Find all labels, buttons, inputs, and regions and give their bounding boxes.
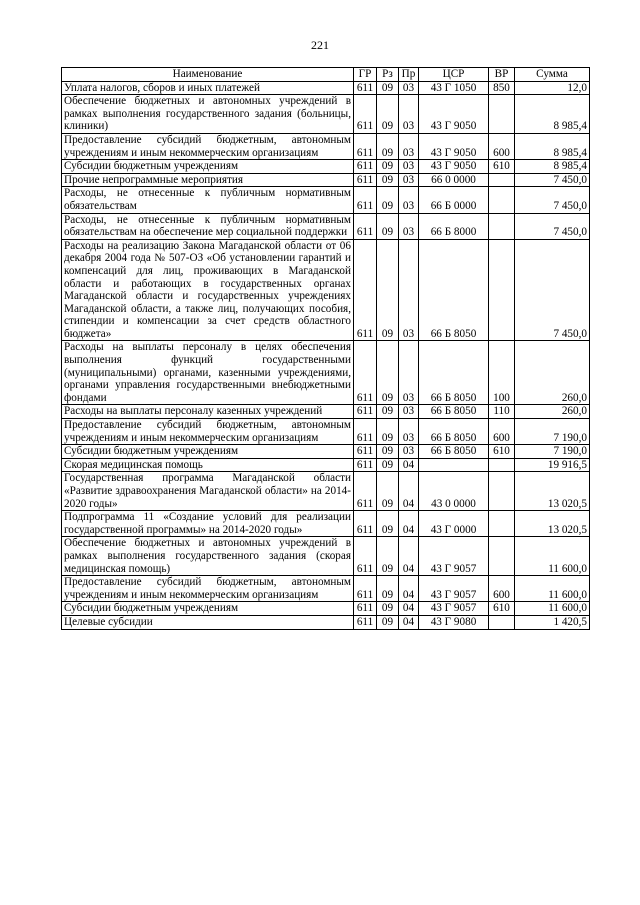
table-row bbox=[62, 133, 590, 159]
cell-rz: 09 bbox=[377, 458, 399, 472]
cell-pr: 04 bbox=[399, 602, 419, 616]
cell-sum: 8 985,4 bbox=[515, 95, 590, 134]
cell-sum: 19 916,5 bbox=[515, 458, 590, 472]
cell-csr: 43 Г 9057 bbox=[419, 602, 489, 616]
cell-sum: 13 020,5 bbox=[515, 472, 590, 511]
table-row bbox=[62, 458, 590, 472]
table-row bbox=[62, 187, 590, 213]
cell-csr: 66 Б 8050 bbox=[419, 239, 489, 341]
cell-rz: 09 bbox=[377, 173, 399, 187]
table-row bbox=[62, 160, 590, 174]
cell-pr: 04 bbox=[399, 458, 419, 472]
table-row bbox=[62, 511, 590, 537]
cell-pr: 03 bbox=[399, 445, 419, 459]
cell-vr bbox=[489, 458, 515, 472]
cell-name: Предоставление субсидий бюджетным, автономным учреждениям и иным некоммерческим организациям bbox=[62, 576, 354, 602]
cell-name: Подпрограмма 11 «Создание условий для реализации государственной программы» на 2014-2020 годы» bbox=[62, 511, 354, 537]
cell-name: Предоставление субсидий бюджетным, автономным учреждениям и иным некоммерческим организациям bbox=[62, 133, 354, 159]
cell-rz: 09 bbox=[377, 602, 399, 616]
header-vr: ВР bbox=[489, 68, 515, 82]
cell-name: Скорая медицинская помощь bbox=[62, 458, 354, 472]
cell-rz: 09 bbox=[377, 405, 399, 419]
cell-csr: 43 Г 9050 bbox=[419, 160, 489, 174]
cell-vr bbox=[489, 95, 515, 134]
cell-sum: 7 450,0 bbox=[515, 239, 590, 341]
cell-gr: 611 bbox=[354, 602, 377, 616]
cell-sum: 260,0 bbox=[515, 405, 590, 419]
cell-csr: 66 Б 8050 bbox=[419, 419, 489, 445]
cell-gr: 611 bbox=[354, 173, 377, 187]
cell-vr bbox=[489, 472, 515, 511]
cell-rz: 09 bbox=[377, 472, 399, 511]
cell-gr: 611 bbox=[354, 81, 377, 95]
cell-csr bbox=[419, 458, 489, 472]
cell-rz: 09 bbox=[377, 239, 399, 341]
table-header bbox=[62, 68, 590, 82]
cell-name: Расходы, не отнесенные к публичным нормативным обязательствам на обеспечение мер социальной поддержки bbox=[62, 213, 354, 239]
cell-pr: 04 bbox=[399, 537, 419, 576]
cell-vr: 600 bbox=[489, 133, 515, 159]
cell-name: Субсидии бюджетным учреждениям bbox=[62, 160, 354, 174]
cell-gr: 611 bbox=[354, 615, 377, 629]
cell-sum: 7 190,0 bbox=[515, 445, 590, 459]
cell-gr: 611 bbox=[354, 133, 377, 159]
cell-pr: 04 bbox=[399, 576, 419, 602]
table-row bbox=[62, 419, 590, 445]
cell-vr bbox=[489, 213, 515, 239]
header-pr: Пр bbox=[399, 68, 419, 82]
cell-gr: 611 bbox=[354, 458, 377, 472]
cell-vr bbox=[489, 537, 515, 576]
cell-gr: 611 bbox=[354, 419, 377, 445]
cell-vr bbox=[489, 511, 515, 537]
table-row bbox=[62, 341, 590, 405]
cell-name: Расходы, не отнесенные к публичным нормативным обязательствам bbox=[62, 187, 354, 213]
cell-csr: 66 Б 8050 bbox=[419, 445, 489, 459]
cell-sum: 8 985,4 bbox=[515, 133, 590, 159]
cell-pr: 03 bbox=[399, 173, 419, 187]
cell-sum: 11 600,0 bbox=[515, 537, 590, 576]
table-row bbox=[62, 173, 590, 187]
cell-name: Целевые субсидии bbox=[62, 615, 354, 629]
cell-csr: 66 0 0000 bbox=[419, 173, 489, 187]
cell-gr: 611 bbox=[354, 445, 377, 459]
table-row bbox=[62, 405, 590, 419]
cell-csr: 43 Г 9050 bbox=[419, 133, 489, 159]
cell-name: Обеспечение бюджетных и автономных учреждений в рамках выполнения государственного задания (больницы, клиники) bbox=[62, 95, 354, 134]
cell-csr: 66 Б 8000 bbox=[419, 213, 489, 239]
page-number: 221 bbox=[311, 38, 329, 52]
cell-gr: 611 bbox=[354, 405, 377, 419]
header-gr: ГР bbox=[354, 68, 377, 82]
cell-rz: 09 bbox=[377, 341, 399, 405]
cell-sum: 12,0 bbox=[515, 81, 590, 95]
table-row bbox=[62, 213, 590, 239]
cell-vr: 110 bbox=[489, 405, 515, 419]
cell-csr: 43 Г 1050 bbox=[419, 81, 489, 95]
table-row bbox=[62, 537, 590, 576]
cell-pr: 03 bbox=[399, 213, 419, 239]
cell-vr bbox=[489, 187, 515, 213]
cell-sum: 13 020,5 bbox=[515, 511, 590, 537]
cell-vr: 600 bbox=[489, 419, 515, 445]
cell-vr: 610 bbox=[489, 160, 515, 174]
cell-name: Субсидии бюджетным учреждениям bbox=[62, 445, 354, 459]
cell-rz: 09 bbox=[377, 511, 399, 537]
cell-pr: 03 bbox=[399, 341, 419, 405]
cell-gr: 611 bbox=[354, 213, 377, 239]
cell-gr: 611 bbox=[354, 537, 377, 576]
cell-name: Уплата налогов, сборов и иных платежей bbox=[62, 81, 354, 95]
cell-gr: 611 bbox=[354, 187, 377, 213]
cell-csr: 43 Г 9057 bbox=[419, 576, 489, 602]
cell-rz: 09 bbox=[377, 576, 399, 602]
cell-pr: 03 bbox=[399, 133, 419, 159]
table-row bbox=[62, 576, 590, 602]
cell-csr: 66 Б 0000 bbox=[419, 187, 489, 213]
cell-name: Предоставление субсидий бюджетным, автономным учреждениям и иным некоммерческим организациям bbox=[62, 419, 354, 445]
cell-rz: 09 bbox=[377, 445, 399, 459]
cell-csr: 43 Г 9050 bbox=[419, 95, 489, 134]
cell-gr: 611 bbox=[354, 511, 377, 537]
cell-pr: 03 bbox=[399, 81, 419, 95]
cell-name: Обеспечение бюджетных и автономных учреждений в рамках выполнения государственного задания (скорая медицинская помощь) bbox=[62, 537, 354, 576]
header-name: Наименование bbox=[62, 68, 354, 82]
cell-rz: 09 bbox=[377, 95, 399, 134]
cell-vr: 600 bbox=[489, 576, 515, 602]
cell-rz: 09 bbox=[377, 81, 399, 95]
cell-sum: 11 600,0 bbox=[515, 576, 590, 602]
table-row bbox=[62, 602, 590, 616]
cell-vr: 610 bbox=[489, 602, 515, 616]
cell-vr: 610 bbox=[489, 445, 515, 459]
table-row bbox=[62, 615, 590, 629]
cell-csr: 43 Г 9057 bbox=[419, 537, 489, 576]
cell-csr: 43 0 0000 bbox=[419, 472, 489, 511]
cell-name: Прочие непрограммные мероприятия bbox=[62, 173, 354, 187]
header-row bbox=[62, 68, 590, 82]
table-row bbox=[62, 445, 590, 459]
cell-rz: 09 bbox=[377, 187, 399, 213]
cell-sum: 8 985,4 bbox=[515, 160, 590, 174]
cell-gr: 611 bbox=[354, 472, 377, 511]
cell-pr: 03 bbox=[399, 419, 419, 445]
cell-sum: 1 420,5 bbox=[515, 615, 590, 629]
cell-rz: 09 bbox=[377, 537, 399, 576]
cell-vr bbox=[489, 615, 515, 629]
table-row bbox=[62, 472, 590, 511]
cell-name: Государственная программа Магаданской области «Развитие здравоохранения Магаданской области» на 2014-2020 годы» bbox=[62, 472, 354, 511]
cell-name: Расходы на выплаты персоналу казенных учреждений bbox=[62, 405, 354, 419]
cell-gr: 611 bbox=[354, 576, 377, 602]
cell-sum: 11 600,0 bbox=[515, 602, 590, 616]
cell-rz: 09 bbox=[377, 213, 399, 239]
cell-gr: 611 bbox=[354, 160, 377, 174]
cell-pr: 04 bbox=[399, 615, 419, 629]
cell-pr: 04 bbox=[399, 472, 419, 511]
table-row bbox=[62, 81, 590, 95]
cell-sum: 7 450,0 bbox=[515, 173, 590, 187]
cell-pr: 03 bbox=[399, 239, 419, 341]
header-sum: Сумма bbox=[515, 68, 590, 82]
header-csr: ЦСР bbox=[419, 68, 489, 82]
cell-rz: 09 bbox=[377, 419, 399, 445]
cell-csr: 66 Б 8050 bbox=[419, 405, 489, 419]
cell-pr: 04 bbox=[399, 511, 419, 537]
table-body bbox=[62, 81, 590, 629]
cell-vr bbox=[489, 239, 515, 341]
cell-csr: 43 Г 0000 bbox=[419, 511, 489, 537]
cell-pr: 03 bbox=[399, 160, 419, 174]
cell-sum: 7 190,0 bbox=[515, 419, 590, 445]
cell-name: Расходы на реализацию Закона Магаданской области от 06 декабря 2004 года № 507-ОЗ «Об установлении гарантий и компенсаций для лиц, проживающих в Магаданской области и работающих в государственных органах Магаданской области и государственных учреждениях Магаданской области, а также лиц, получающих пособия, стипендии и компенсации за счет средств областного бюджета» bbox=[62, 239, 354, 341]
header-rz: Рз bbox=[377, 68, 399, 82]
cell-rz: 09 bbox=[377, 615, 399, 629]
cell-csr: 66 Б 8050 bbox=[419, 341, 489, 405]
cell-vr: 850 bbox=[489, 81, 515, 95]
cell-rz: 09 bbox=[377, 160, 399, 174]
cell-csr: 43 Г 9080 bbox=[419, 615, 489, 629]
table-row bbox=[62, 239, 590, 341]
cell-pr: 03 bbox=[399, 187, 419, 213]
cell-name: Расходы на выплаты персоналу в целях обеспечения выполнения функций государственными (муниципальными) органами, казенными учреждениями, органами управления государственными внебюджетными фондами bbox=[62, 341, 354, 405]
cell-sum: 7 450,0 bbox=[515, 213, 590, 239]
cell-pr: 03 bbox=[399, 405, 419, 419]
table-row bbox=[62, 95, 590, 134]
cell-rz: 09 bbox=[377, 133, 399, 159]
cell-pr: 03 bbox=[399, 95, 419, 134]
cell-sum: 260,0 bbox=[515, 341, 590, 405]
cell-vr: 100 bbox=[489, 341, 515, 405]
cell-gr: 611 bbox=[354, 95, 377, 134]
budget-table bbox=[61, 67, 590, 630]
cell-sum: 7 450,0 bbox=[515, 187, 590, 213]
cell-gr: 611 bbox=[354, 341, 377, 405]
cell-gr: 611 bbox=[354, 239, 377, 341]
cell-vr bbox=[489, 173, 515, 187]
cell-name: Субсидии бюджетным учреждениям bbox=[62, 602, 354, 616]
